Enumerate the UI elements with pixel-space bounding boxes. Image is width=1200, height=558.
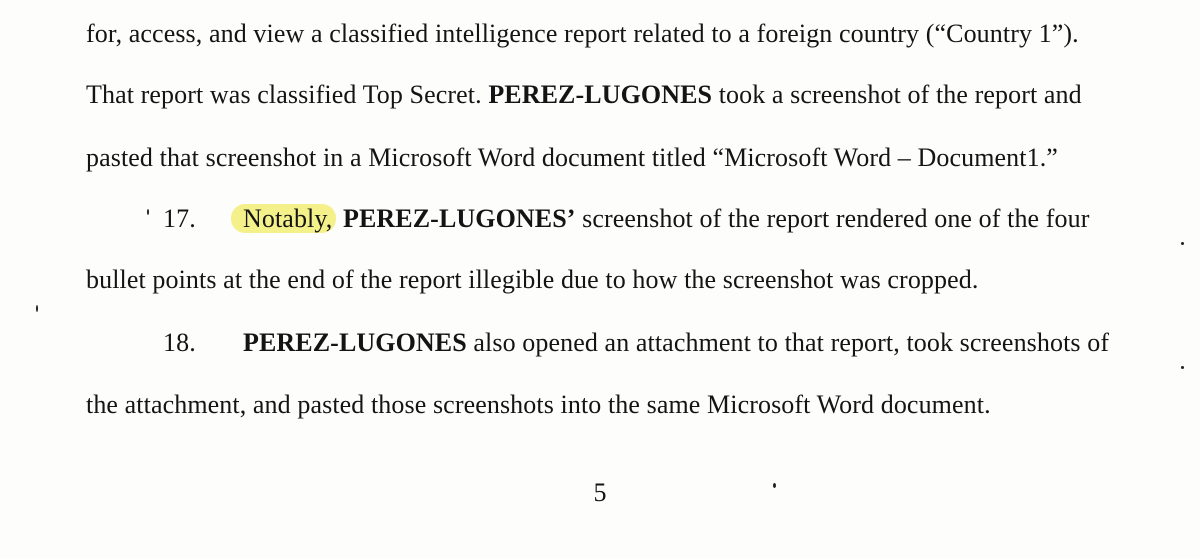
scan-speck xyxy=(773,483,776,488)
highlighted-text: Notably, xyxy=(231,204,336,233)
page-number: 5 xyxy=(593,478,607,507)
defendant-name: PEREZ-LUGONES xyxy=(488,80,713,109)
line-text-post: took a screenshot of the report and xyxy=(712,80,1082,109)
line-text: for, access, and view a classified intelligence report related to a foreign country (“Country 1”). xyxy=(86,19,1079,48)
scan-speck xyxy=(1181,242,1184,245)
defendant-name: PEREZ-LUGONES xyxy=(243,328,467,357)
paragraph-18-first-line xyxy=(163,328,1109,358)
text-line-5 xyxy=(86,265,978,295)
line-text: the attachment, and pasted those screenshots into the same Microsoft Word document. xyxy=(86,390,991,419)
text-line-7 xyxy=(86,390,991,420)
scan-speck xyxy=(1181,366,1184,369)
line-text-post: screenshot of the report rendered one of the four xyxy=(575,204,1090,233)
line-text: bullet points at the end of the report illegible due to how the screenshot was cropped. xyxy=(86,265,979,294)
paragraph-number: 18. xyxy=(163,328,196,357)
text-line-3 xyxy=(86,143,1058,173)
line-text-pre: That report was classified Top Secret. xyxy=(86,80,489,109)
line-text-post: also opened an attachment to that report, took screenshots of xyxy=(466,328,1110,357)
scan-speck xyxy=(36,305,38,312)
defendant-name: PEREZ-LUGONES’ xyxy=(343,204,576,233)
text-line-2 xyxy=(86,80,1082,110)
line-text: pasted that screenshot in a Microsoft Word document titled “Microsoft Word – Document1.” xyxy=(86,143,1058,172)
paragraph-17-first-line xyxy=(163,204,1090,234)
scan-speck xyxy=(147,209,149,215)
text-line-1 xyxy=(86,19,1079,49)
paragraph-number: 17. xyxy=(163,204,196,233)
